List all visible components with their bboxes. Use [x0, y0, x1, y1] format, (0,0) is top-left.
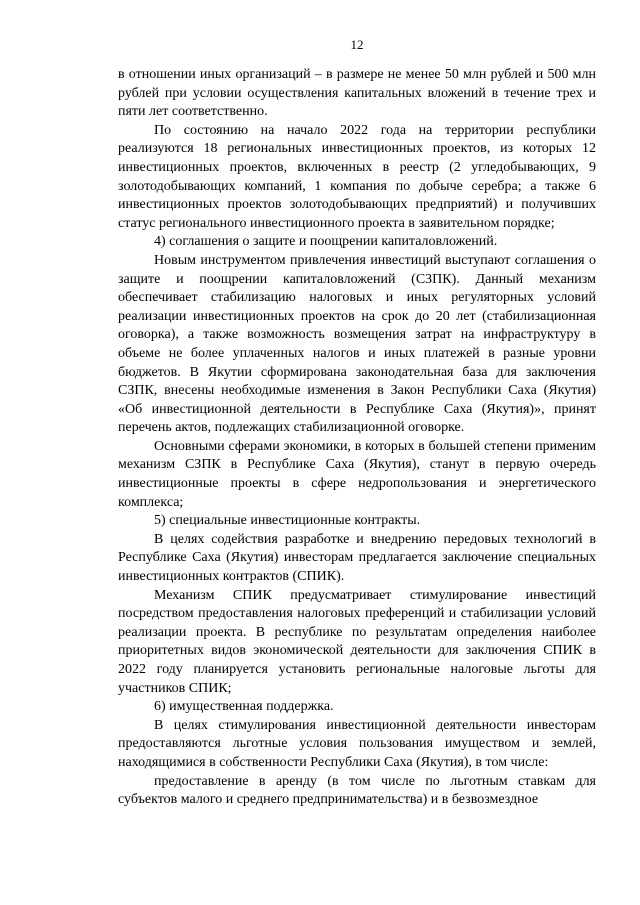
list-item-paragraph: 5) специальные инвестиционные контракты. — [154, 513, 421, 529]
list-item-paragraph: 4) соглашения о защите и поощрении капиталовложений. — [154, 234, 498, 250]
paragraph: По состоянию на начало 2022 года на территории республики реализуются 18 региональных инвестиционных проектов, из которых 12 инвестиционных проектов, включенных в реестр (2 угледобывающих, 9 золотодобывающих компаний, 1 компания по добыче серебра; а также 6 инвестиционных проектов золотодобывающих предприятий) и получивших статус регионального инвестиционного проекта в заявительном порядке; — [118, 122, 596, 231]
paragraph: предоставление в аренду (в том числе по льготным ставкам для субъектов малого и среднего предпринимательства) и в безвозмездное — [118, 773, 596, 808]
paragraph: в отношении иных организаций – в размере не менее 50 млн рублей и 500 млн рублей при условии осуществления капитальных вложений в течение трех и пяти лет соответственно. — [118, 67, 596, 120]
body-text — [118, 66, 596, 810]
paragraph: В целях содействия разработке и внедрению передовых технологий в Республике Саха (Якутия) инвесторам предлагается заключение специальных инвестиционных контрактов (СПИК). — [118, 531, 596, 585]
paragraph: Механизм СПИК предусматривает стимулирование инвестиций посредством предоставления налоговых преференций и стабилизации условий реализации проекта. В республике по результатам определения наиболее приоритетных видов экономической деятельности для заключения СПИК в 2022 году планируется установить региональные налоговые льготы для участников СПИК; — [118, 587, 596, 696]
paragraph: Основными сферами экономики, в которых в большей степени применим механизм СЗПК в Республике Саха (Якутия), станут в первую очередь инвестиционные проекты в сфере недропользования и энергетического комплекса; — [118, 438, 596, 510]
paragraph: Новым инструментом привлечения инвестиций выступают соглашения о защите и поощрении капиталовложений (СЗПК). Данный механизм обеспечивает стабилизацию налоговых и иных регуляторных условий реализации инвестиционных проектов на срок до 20 лет (стабилизационная оговорка), а также возможность возмещения затрат на инфраструктуру в объеме не более уплаченных налогов и иных платежей в разные уровни бюджетов. В Якутии сформирована законодательная база для заключения СЗПК, внесены необходимые изменения в Закон Республики Саха (Якутия) «Об инвестиционной деятельности в Республике Саха (Якутия)», принят перечень актов, подлежащих стабилизационной оговорке. — [118, 252, 596, 436]
paragraph: В целях стимулирования инвестиционной деятельности инвесторам предоставляются льготные условия пользования имуществом и землей, находящимися в собственности Республики Саха (Якутия), в том числе: — [118, 717, 596, 770]
document-page — [118, 30, 596, 810]
page-number: 12 — [350, 37, 364, 52]
list-item-paragraph: 6) имущественная поддержка. — [154, 699, 334, 715]
